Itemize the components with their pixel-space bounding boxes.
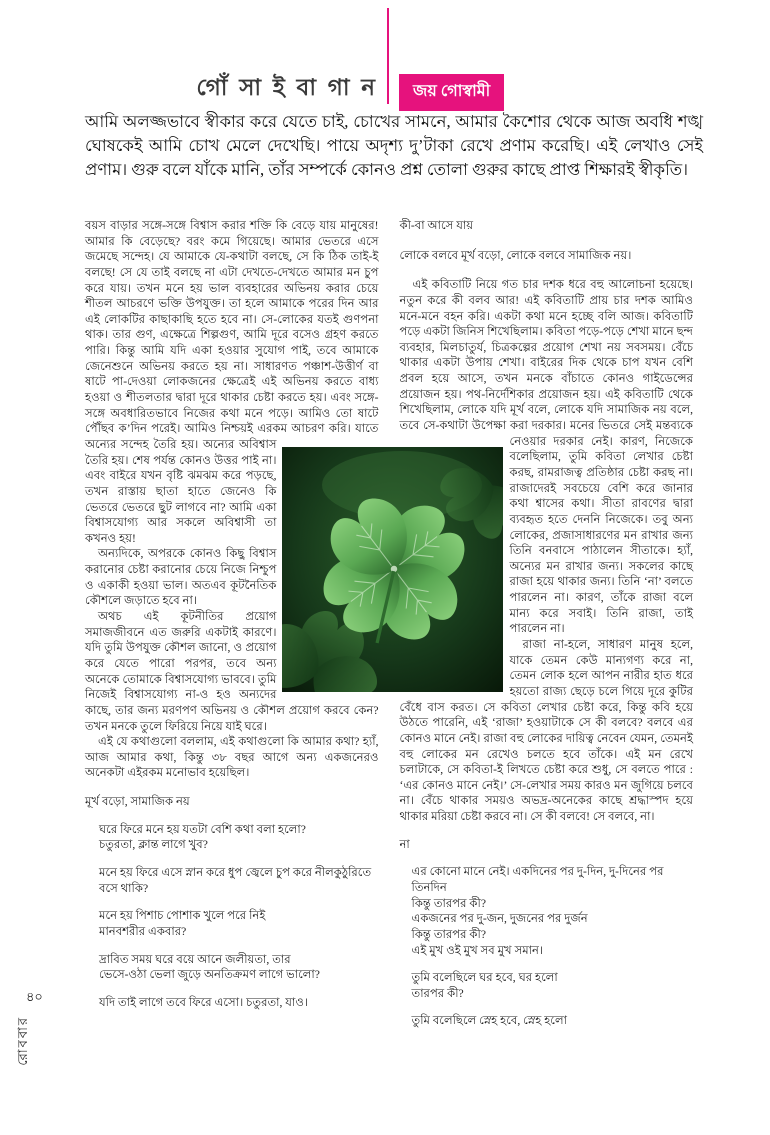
poem-line: দ্রাবিত সময় ঘরে বয়ে আনে জলীয়তা, তার <box>99 952 291 966</box>
poem-line: কিন্তু তারপর কী? <box>411 927 486 941</box>
poem-line: কী-বা আসে যায় <box>399 219 474 232</box>
poem-stanza <box>99 952 379 983</box>
poem-stanza <box>99 822 379 853</box>
magazine-title-vertical: রোববার <box>15 1016 30 1066</box>
page-title: গোঁ সা ই বা গা ন <box>196 75 378 100</box>
poem-line: চতুরতা, ক্লান্ত লাগে খুব? <box>99 838 208 852</box>
poem-line: মনে হয় পিশাচ পোশাক খুলে পরে নিই <box>99 909 266 923</box>
body-paragraph: রাজা না-হলে, সাধারণ মানুষ হলে, যাকে তেমন কেউ মান্যগণ্য করে না, তেমন লোক হলে আপন নারীর হাত ধরে হয়তো রাজ্য ছেড়ে চলে গিয়ে দূরে কুটির বেঁধে বাস করত। সে কবিতা লেখার চেষ্টা করে, কিন্তু কবি হয়ে উঠতে পারেনি, এই ‘রাজা’ হওয়াটাকে সে কী বলবে? বলবে এর কোনও মানে নেই। রাজা বহু লোকের দায়িত্ব নেবেন যেমন, তেমনই বহু লোকের মন রেখেও চলতে হবে তাঁকে। এই মন রেখে চলাটাকে, সে কবিতা-ই লিখতে চেষ্টা করে শুধু, সে বলতে পারে : ‘এর কোনও মানে নেই।’ সে-লেখার সময় কারও মন জুগিয়ে চলবে না। বেঁচে থাকার সময়ও অভদ্র-অনেকের কাছে শ্রদ্ধাস্পদ হয়ে থাকার মরিয়া চেষ্টা করবে না। সে কী বলবে! সে বলবে, না। <box>399 638 693 824</box>
poem-stanza <box>412 1013 694 1029</box>
poem-line: মনে হয় ফিরে এসে স্নান করে ধুপ জ্বেলে চুপ করে নীলকুঠুরিতে <box>99 865 372 879</box>
poem-line: তারপর কী? <box>411 986 464 1000</box>
body-paragraph: অন্যদিকে, অপরকে কোনও কিছু বিশ্বাস করানোর চেষ্টা করানোর চেয়ে নিজে নিশ্চুপ ও একাকী হওয়া ভাল। অতএব কূটনৈতিক কৌশলে জড়াতে হবে না। <box>85 547 277 608</box>
body-paragraph: এই যে কথাগুলো বললাম, এই কথাগুলো কি আমার কথা? হ্যাঁ, আজ আমার কথা, কিন্তু ৩৮ বছর আগে অন্য একজনেরও অনেকটা এইরকম মনোভাব হয়েছিল। <box>85 735 379 780</box>
body-paragraph: এই কবিতাটি নিয়ে গত চার দশক ধরে বহু আলোচনা হয়েছে। নতুন করে কী বলব আর! এই কবিতাটি প্রায় চার দশক আমিও মনে-মনে বহন করি। একটা কথা মনে হচ্ছে বলি আজ। কবিতাটি পড়ে একটা জিনিস শিখেছিলাম। কবিতা পড়ে-পড়ে শেখা মানে ছন্দ ব্যবহার, মিলচাতুর্য, চিত্রকল্পের প্রয়োগ শেখা নয় সবসময়। বেঁচে থাকার একটা উপায় শেখা। বাইরের দিক থেকে চাপ যখন বেশি প্রবল হয়ে আসে, তখন মনকে বাঁচাতে কোনও গাইডেন্সের প্রয়োজন হয়। পথ-নির্দেশিকার প্রয়োজন হয়। এই কবিতাটি থেকে শিখেছিলাম, লোকে যদি মূর্খ বলে, লোকে যদি সামাজিক নয় বলে, তবে সে-কথাটা উপেক্ষা করা দরকার। মনের ভিতরে সেই মন্তব্যকে নেওয়ার দরকার নেই। কারণ, নিজেকে বলেছিলাম, তুমি কবিতা লেখার চেষ্টা করছ, রামরাজত্ব প্রতিষ্ঠার চেষ্টা করছ না। রাজাদেরই সবচেয়ে বেশি করে জানার কথা শ্বাসের কথা। সীতা রাবণের দ্বারা ব্যবহৃত হতে দেননি নিজেকে। তবু অন্য লোকের, প্রজাসাধারণের মন রাখার জন্য তিনি বনবাসে পাঠালেন সীতাকে। হ্যাঁ, অন্যের মন রাখার জন্য। সকলের কাছে রাজা হয়ে থাকার জন্য। তিনি ‘না’ বলতে পারলেন না। কারণ, তাঁকে রাজা বলে মান্য করে সবাই। তিনি রাজা, তাই পারলেন না। <box>399 278 693 636</box>
poem-stanza <box>412 970 694 1001</box>
poem-line: লোকে বলবে মূর্খ বড়ো, লোকে বলবে সামাজিক নয়। <box>399 248 632 262</box>
body-paragraph: অথচ এই কূটনীতির প্রয়োগ সমাজজীবনে এত জরুরি একটাই কারণে। যদি তুমি উপযুক্ত কৌশল জানো, ও প্রয়োগ করে যেতে পারো পরপর, তবে অন্য অনেকে তোমাকে বিশ্বাসযোগ্য ভাববে। তুমি নিজেই বিশ্বাসযোগ্য না-ও হও অন্যদের কাছে, তার জন্য মরণপণ অভিনয় ও কৌশল প্রয়োগ করবে কেন? তখন মনকে তুলে ফিরিয়ে নিয়ে যাই ঘরে। <box>85 610 379 733</box>
poem-line: তুমি বলেছিলে স্নেহ হবে, স্নেহ হলো <box>411 1014 567 1028</box>
poem-line: যদি তাই লাগে তবে ফিরে এসো। চতুরতা, যাও। <box>99 995 309 1009</box>
poem-stanza <box>99 908 379 939</box>
poem-line: একজনের পর দু-জন, দুজনের পর দুর্জন <box>411 912 588 926</box>
poem-line: না <box>399 837 410 851</box>
body-paragraph: বয়স বাড়ার সঙ্গে-সঙ্গে বিশ্বাস করার শক্তি কি বেড়ে যায় মানুষের! আমার কি বেড়েছে? বরং কমে গিয়েছে। আমার ভেতরে এসে জমেছে সন্দেহ। যে আমাকে যে-কথাটা বলছে, সে কি ঠিক তাই-ই বলছে! সে যে তাই বলছে না এটা দেখতে-দেখতে আমার মন চুপ করে যায়। তখন মনে হয় ভাল ব্যবহারের অভিনয় করার চেয়ে শীতল আচরণে ভক্তি উপযুক্ত। তা হলে আমাকে পরের দিন আর এই লোকটির কাছাকাছি হতে হবে না। সে-লোকের যতই গুণপনা থাক। তার গুণ, এক্ষেত্রে শিল্পগুণ, আমি দূরে বসেও গ্রহণ করতে পারি। কিন্তু আমি যদি একা হওয়ার সুযোগ পাই, তবে আমাকে জেনেশুনে অভিনয় করতে হয় না। সাধারণত পঞ্চাশ-উত্তীর্ণ বা ষাটে পা-দেওয়া লোকজনের ক্ষেত্রেই এই অভিনয় করতে বাধ্য হওয়া ও শীতলতার দ্বারা দূরে থাকার চেষ্টা করতে হয়। এবং সঙ্গে-সঙ্গে অবধারিতভাবে নিজের কথা মনে পড়ে। আমিও তো ষাটে পৌঁছব ক’দিন পরেই। আমিও নিশ্চয়ই এরকম আচরণ করি। যাতে অন্যের সন্দেহ তৈরি হয়। অন্যের অবিশ্বাস তৈরি হয়। শেষ পর্যন্ত কোনও উত্তর পাই না। এবং বাইরে যখন বৃষ্টি ঝমঝম করে পড়ছে, তখন রাস্তায় ছাতা হাতে জেনেও কি ভেতরে ভেতরে ছুট লাগবে না? আমি একা বিশ্বাসযোগ্য আর সকলে অবিশ্বাসী তা কখনও হয়! <box>85 219 379 545</box>
poem-stanza <box>99 865 379 896</box>
page-number: ৪০ <box>26 989 43 1004</box>
header-divider <box>387 8 389 104</box>
intro-paragraph: আমি অলজ্জভাবে স্বীকার করে যেতে চাই, চোখের সামনে, আমার কৈশোর থেকে আজ অবধি শঙ্খ ঘোষকেই আমি চোখ মেলে দেখেছি। পায়ে অদৃশ্য দু’টাকা রেখে প্রণাম করেছি। এই লেখাও সেই প্রণাম। গুরু বলে যাঁকে মানি, তাঁর সম্পর্কে কোনও প্রশ্ন তোলা গুরুর কাছে প্রাপ্ত শিক্ষারই স্বীকৃতি। <box>85 112 703 179</box>
clover-photo <box>282 447 503 692</box>
poem-line: ঘরে ফিরে মনে হয় যতটা বেশি কথা বলা হলো? <box>99 822 306 836</box>
poem-line: তুমি বলেছিলে ঘর হবে, ঘর হলো <box>411 971 558 985</box>
poem-line: এই মুখ ওই মুখ সব মুখ সমান। <box>411 943 544 957</box>
poem-line: এর কোনো মানে নেই। একদিনের পর দু-দিন, দু-দিনের পর তিনদিন <box>411 865 664 894</box>
author-badge: জয় গোস্বামী <box>399 74 504 111</box>
poem-stanza <box>99 995 379 1011</box>
poem-line: কিন্তু তারপর কী? <box>411 896 486 910</box>
clover-photo-graphic <box>282 447 503 692</box>
poem-title: মূর্খ বড়ো, সামাজিক নয় <box>85 795 190 809</box>
poem-line: ভেসে-ওঠা ভেলা জুড়ে অনতিক্রমণ লাগে ভালো? <box>99 968 320 982</box>
poem-line: বসে থাকি? <box>99 881 149 895</box>
poem-stanza <box>412 864 694 958</box>
poem-line: মানবশরীর একবার? <box>99 924 187 938</box>
